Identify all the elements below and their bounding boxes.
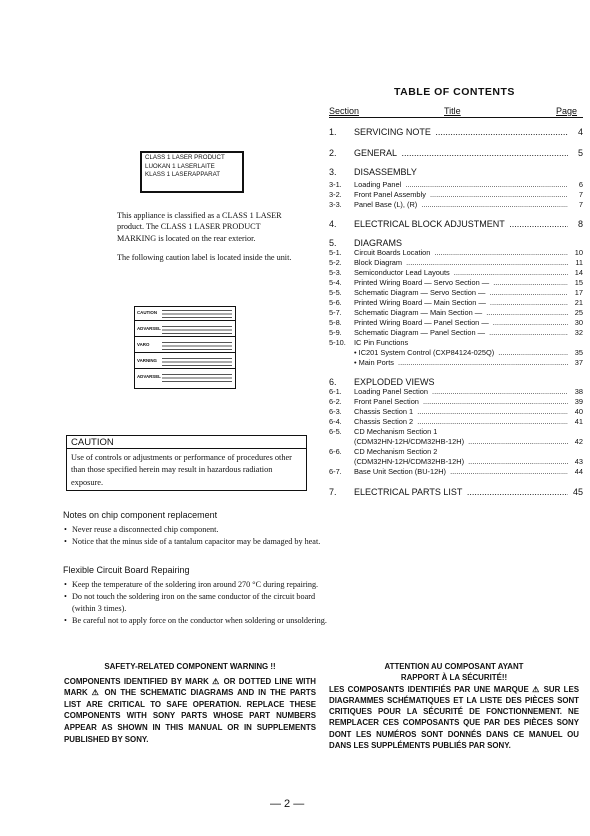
caution-text: Use of controls or adjustments or performance of procedures other than those specified herein may result in hazardous radiation exposure. <box>71 453 292 487</box>
caution-label-fine-print <box>162 309 232 318</box>
toc-entry-title-text: Semiconductor Lead Layouts <box>354 268 450 277</box>
toc-entry-number: 6-1. <box>329 387 342 396</box>
toc-entry-title-text: Front Panel Assembly <box>354 190 426 199</box>
caution-label-row <box>135 371 235 384</box>
toc-entry <box>329 387 583 397</box>
toc-entry-number: 6-2. <box>329 397 342 406</box>
safety-warning-en <box>64 661 316 745</box>
toc-entry-title-text: Base Unit Section (BU-12H) <box>354 467 447 476</box>
toc-entry-title <box>354 328 568 338</box>
toc-entry-number: 3. <box>329 167 337 177</box>
toc-entry-number: 5-5. <box>329 288 342 297</box>
toc-entry-page: 10 <box>569 248 583 258</box>
toc-entry-title-text: Block Diagram <box>354 258 403 267</box>
toc-entry-title <box>354 298 568 308</box>
toc-entry-title <box>354 417 568 427</box>
toc-entry-page: 44 <box>569 467 583 477</box>
toc-entry <box>329 377 583 387</box>
toc-entry-title <box>354 377 568 387</box>
toc-entry-title-text: Chassis Section 1 <box>354 407 414 416</box>
caution-location-para: The following caution label is located inside the unit. <box>117 253 292 263</box>
list-item: • Be careful not to apply force on the conductor when soldering or unsoldering. <box>63 615 338 627</box>
toc-entry <box>329 358 583 368</box>
list-item: • Notice that the minus side of a tantalum capacitor may be damaged by heat. <box>63 536 323 548</box>
toc-entry-title <box>354 167 568 177</box>
flexible-board-section <box>63 565 338 627</box>
toc-entry-page: 41 <box>569 417 583 427</box>
toc-entry-page: 39 <box>569 397 583 407</box>
toc-entry-number: 5-1. <box>329 248 342 257</box>
toc-col-page: Page <box>556 106 578 116</box>
toc-entry-page: 7 <box>569 200 583 210</box>
chip-notes-list <box>63 524 323 548</box>
toc-entry <box>329 338 583 348</box>
safety-warning-fr-heading: ATTENTION AU COMPOSANT AYANT RAPPORT À LA SÉCURITÉ!! <box>384 662 524 683</box>
toc-entry-title-text: (CDM32HN-12H/CDM32HB-12H) <box>354 457 465 466</box>
toc-entry-page: 17 <box>569 288 583 298</box>
toc-entry-title <box>354 397 568 407</box>
toc-entry-number: 5-4. <box>329 278 342 287</box>
toc-entry-number: 3-2. <box>329 190 342 199</box>
toc-entry-title <box>354 238 568 248</box>
toc-entry-title <box>354 268 568 278</box>
toc-entry <box>329 308 583 318</box>
toc-entry-number: 5. <box>329 238 337 248</box>
toc-entry-page: 14 <box>569 268 583 278</box>
toc-entry-number: 6. <box>329 377 337 387</box>
caution-label-key: VARO <box>137 342 150 347</box>
toc-entry-title-text: Loading Panel Section <box>354 387 428 396</box>
toc-entry-title-text: Panel Base (L), (R) <box>354 200 418 209</box>
toc-entry <box>329 190 583 200</box>
toc-entry <box>329 318 583 328</box>
toc-entry-title-text: • Main Ports <box>354 358 394 367</box>
flexible-board-list <box>63 579 338 627</box>
toc-list <box>329 0 583 500</box>
toc-entry-number: 5-7. <box>329 308 342 317</box>
toc-entry-page: 8 <box>569 219 583 229</box>
toc-entry-title-text: Printed Wiring Board — Panel Section — <box>354 318 489 327</box>
toc-entry-number: 3-1. <box>329 180 342 189</box>
safety-warning-fr <box>329 661 579 751</box>
toc-entry-title <box>354 318 568 328</box>
toc-entry-title-text: GENERAL <box>354 148 398 158</box>
toc-entry-number: 5-8. <box>329 318 342 327</box>
toc-entry-number: 5-3. <box>329 268 342 277</box>
toc-entry-title-text: Front Panel Section <box>354 397 419 406</box>
toc-entry <box>329 407 583 417</box>
toc-entry-title-text: SERVICING NOTE <box>354 127 431 137</box>
toc-entry <box>329 427 583 437</box>
toc-entry <box>329 268 583 278</box>
toc-entry <box>329 200 583 210</box>
toc-entry-number: 5-6. <box>329 298 342 307</box>
caution-label-key: ADVARSEL <box>137 374 161 379</box>
toc-entry-number: 5-2. <box>329 258 342 267</box>
toc-entry <box>329 167 583 177</box>
toc-entry-number: 6-3. <box>329 407 342 416</box>
toc-entry-page: 30 <box>569 318 583 328</box>
caution-label-key: ADVARSEL <box>137 326 161 331</box>
toc-entry <box>329 397 583 407</box>
class-info-text <box>117 210 292 272</box>
toc-entry-title <box>354 338 568 348</box>
toc-entry-page: 15 <box>569 278 583 288</box>
toc-entry-title <box>354 180 568 190</box>
toc-entry-title-text: CD Mechanism Section 2 <box>354 447 438 456</box>
page-number: — 2 — <box>270 798 305 810</box>
caution-label-fine-print <box>162 357 232 366</box>
toc-entry <box>329 348 583 358</box>
toc-entry <box>329 417 583 427</box>
toc-entry-title <box>354 219 568 229</box>
toc-entry-title <box>354 200 568 210</box>
toc-entry-title <box>354 148 568 158</box>
toc-entry <box>329 278 583 288</box>
toc-entry-title-text: IC Pin Functions <box>354 338 409 347</box>
caution-label-fine-print <box>162 325 232 334</box>
toc-entry-title-text: Chassis Section 2 <box>354 417 414 426</box>
toc-entry <box>329 248 583 258</box>
toc-entry <box>329 298 583 308</box>
toc-entry-number: 7. <box>329 487 337 497</box>
toc-entry <box>329 437 583 447</box>
toc-col-section: Section <box>329 106 360 116</box>
toc-entry-title-text: DISASSEMBLY <box>354 167 417 177</box>
toc-entry-title <box>354 358 568 368</box>
toc-entry-page: 25 <box>569 308 583 318</box>
laser-label-line: LUOKAN 1 LASERLAITE <box>145 162 215 170</box>
toc-entry-page: 7 <box>569 190 583 200</box>
safety-warning-en-text: COMPONENTS IDENTIFIED BY MARK ⚠ OR DOTTED LINE WITH MARK ⚠ ON THE SCHEMATIC DIAGRAMS AND IN THE PARTS LIST ARE CRITICAL TO SAFE OPERATION. REPLACE THESE COMPONENTS WITH SONY PARTS WHOSE PART NUMBERS APPEAR AS SHOWN IN THIS MANUAL OR IN SUPPLEMENTS PUBLISHED BY SONY. <box>64 676 316 744</box>
toc-entry-page: 4 <box>569 127 583 137</box>
caution-label-row <box>135 339 235 353</box>
toc-entry-number: 6-6. <box>329 447 342 456</box>
class-info-para: This appliance is classified as a CLASS 1 LASER product. The CLASS 1 LASER PRODUCT MARKING is located on the rear exterior. <box>117 211 282 243</box>
toc-entry <box>329 328 583 338</box>
toc-entry-title-text: Printed Wiring Board — Main Section — <box>354 298 486 307</box>
toc-entry-title <box>354 467 568 477</box>
laser-class-label <box>140 151 244 193</box>
toc-entry-title <box>354 437 568 447</box>
toc-col-title: Title <box>444 106 461 116</box>
toc-entry-title <box>354 457 568 467</box>
toc-entry-title <box>354 278 568 288</box>
toc-entry-page: 35 <box>569 348 583 358</box>
toc-entry-number: 6-4. <box>329 417 342 426</box>
toc-title: TABLE OF CONTENTS <box>394 86 515 98</box>
toc-entry-title <box>354 487 568 497</box>
toc-entry <box>329 180 583 190</box>
list-item: • Keep the temperature of the soldering iron around 270 °C during repairing. <box>63 579 338 591</box>
toc-entry-title <box>354 258 568 268</box>
toc-entry-page: 11 <box>569 258 583 268</box>
toc-entry-title-text: Schematic Diagram — Main Section — <box>354 308 483 317</box>
toc-entry-title-text: Loading Panel <box>354 180 402 189</box>
toc-entry <box>329 258 583 268</box>
toc-entry <box>329 487 583 497</box>
toc-entry-title <box>354 447 568 457</box>
toc-entry-page: 37 <box>569 358 583 368</box>
toc-entry-title <box>354 308 568 318</box>
toc-entry-title-text: DIAGRAMS <box>354 238 403 248</box>
toc-entry-title <box>354 248 568 258</box>
toc-entry-title <box>354 288 568 298</box>
toc-entry-number: 5-9. <box>329 328 342 337</box>
list-item: • Never reuse a disconnected chip component. <box>63 524 323 536</box>
caution-label-key: VARNING <box>137 358 157 363</box>
safety-warning-en-heading: SAFETY-RELATED COMPONENT WARNING !! <box>104 662 276 671</box>
toc-entry-page: 40 <box>569 407 583 417</box>
toc-entry-title <box>354 348 568 358</box>
caution-label-graphic <box>134 306 236 389</box>
caution-label-key: CAUTION <box>137 310 158 315</box>
caution-box <box>66 435 307 491</box>
toc-entry-title-text: Schematic Diagram — Panel Section — <box>354 328 486 337</box>
toc-entry-number: 3-3. <box>329 200 342 209</box>
toc-entry-title-text: Circuit Boards Location <box>354 248 431 257</box>
toc-entry-page: 38 <box>569 387 583 397</box>
toc-entry-page: 5 <box>569 148 583 158</box>
toc-entry-number: 6-5. <box>329 427 342 436</box>
laser-label-line: KLASS 1 LASERAPPARAT <box>145 171 221 179</box>
toc-entry-title-text: Schematic Diagram — Servo Section — <box>354 288 486 297</box>
laser-label-line: CLASS 1 LASER PRODUCT <box>145 154 225 161</box>
safety-warning-fr-text: LES COMPOSANTS IDENTIFIÉS PAR UNE MARQUE ⚠ SUR LES DIAGRAMMES SCHÉMATIQUES ET LA LISTE DES PIÈCES SONT CRITIQUES POUR LA SÉCURITÉ DE FONCTIONNEMENT. NE REMPLACER CES COMPOSANTS QUE PAR DES PIÈCES SONY DONT LES NUMÉROS SONT DONNÉS DANS CE MANUEL OU DANS LES SUPPLÉMENTS PUBLIÉS PAR SONY. <box>329 684 579 751</box>
toc-entry-page: 6 <box>569 180 583 190</box>
toc-entry-page: 21 <box>569 298 583 308</box>
list-item: • Do not touch the soldering iron on the same conductor of the circuit board (within 3 times). <box>63 591 338 615</box>
toc-entry <box>329 288 583 298</box>
toc-entry-title-text: (CDM32HN-12H/CDM32HB-12H) <box>354 437 465 446</box>
caution-heading: CAUTION <box>67 436 306 449</box>
toc-entry-number: 1. <box>329 127 337 137</box>
toc-entry-title-text: ELECTRICAL BLOCK ADJUSTMENT <box>354 219 505 229</box>
toc-entry <box>329 148 583 158</box>
flexible-board-heading: Flexible Circuit Board Repairing <box>63 565 190 575</box>
toc-entry-title <box>354 387 568 397</box>
chip-notes-section <box>63 510 323 548</box>
toc-entry-page: 42 <box>569 437 583 447</box>
toc-entry-page: 43 <box>569 457 583 467</box>
toc-entry <box>329 238 583 248</box>
toc-entry-title-text: ELECTRICAL PARTS LIST <box>354 487 463 497</box>
toc-entry-title-text: Printed Wiring Board — Servo Section — <box>354 278 490 287</box>
caution-label-fine-print <box>162 373 232 382</box>
toc-entry-title <box>354 427 568 437</box>
toc-entry-page: 45 <box>569 487 583 497</box>
toc-entry-title-text: EXPLODED VIEWS <box>354 377 435 387</box>
toc-entry <box>329 467 583 477</box>
toc-entry-page: 32 <box>569 328 583 338</box>
toc-entry-number: 4. <box>329 219 337 229</box>
toc-entry-title <box>354 190 568 200</box>
caution-label-row <box>135 355 235 369</box>
chip-notes-heading: Notes on chip component replacement <box>63 510 218 520</box>
caution-label-fine-print <box>162 341 232 350</box>
toc-entry <box>329 219 583 229</box>
toc-entry-number: 5-10. <box>329 338 346 347</box>
toc-entry-title <box>354 127 568 137</box>
toc-entry <box>329 127 583 137</box>
toc-entry-title-text: CD Mechanism Section 1 <box>354 427 438 436</box>
toc-entry-number: 6-7. <box>329 467 342 476</box>
caution-label-row <box>135 307 235 321</box>
toc-entry-title <box>354 407 568 417</box>
toc-entry-title-text: • IC201 System Control (CXP84124-025Q) <box>354 348 495 357</box>
toc-entry <box>329 447 583 457</box>
toc-entry-number: 2. <box>329 148 337 158</box>
caution-label-row <box>135 323 235 337</box>
toc-entry <box>329 457 583 467</box>
